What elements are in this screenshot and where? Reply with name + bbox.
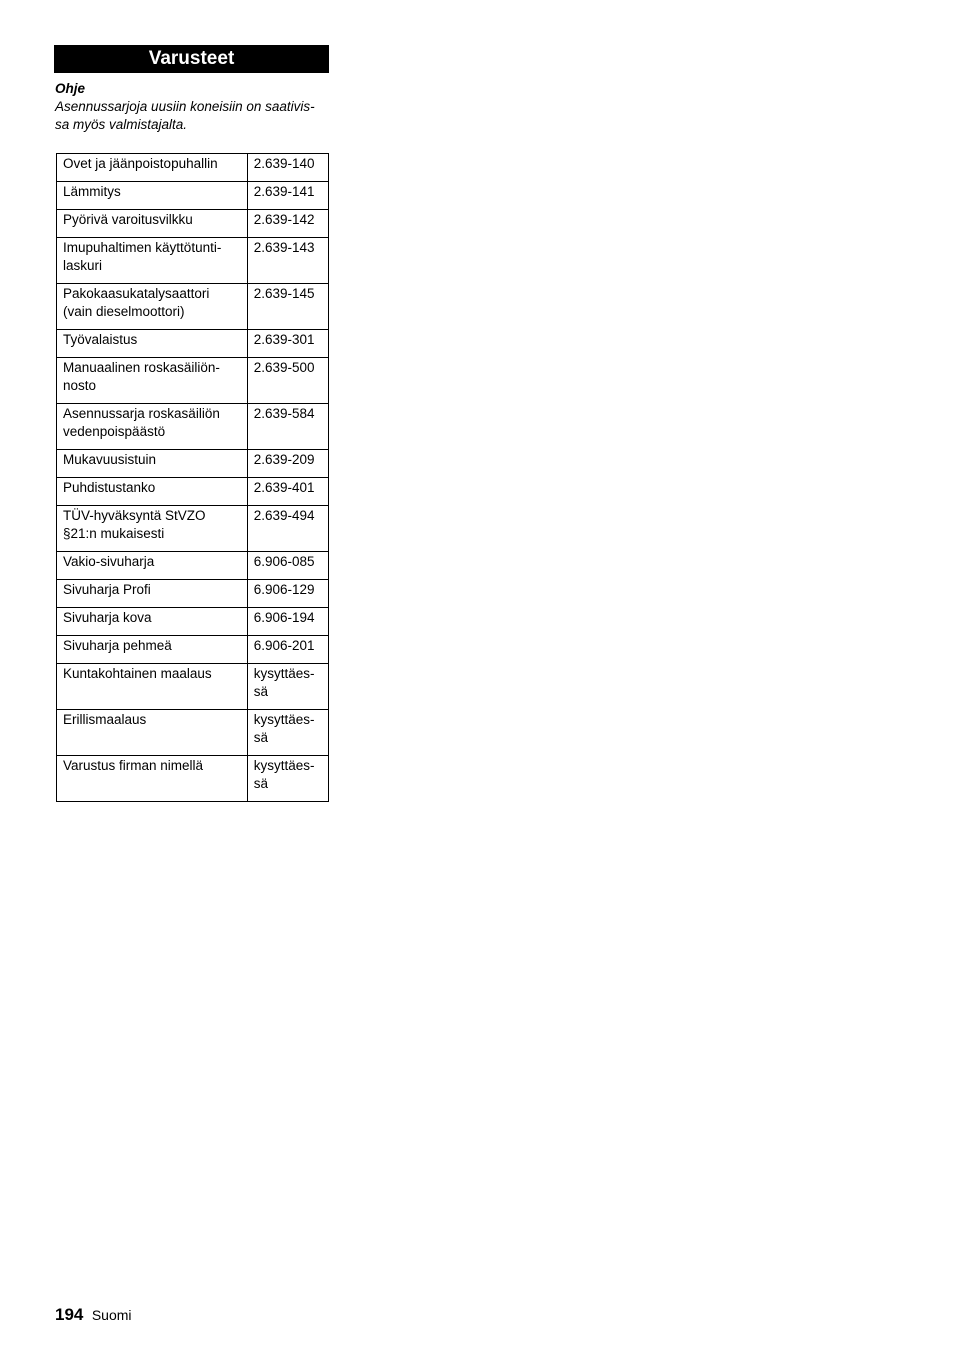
accessory-name-line: Lämmitys [63, 184, 121, 199]
accessory-code-line: 2.639-209 [253, 452, 315, 467]
accessory-name-line: Sivuharja kova [63, 610, 152, 625]
accessory-name-line: Työvalaistus [63, 332, 138, 347]
accessory-name-cell [57, 608, 248, 636]
accessory-code-line: kysyttäes- [253, 666, 315, 681]
accessory-name-cell [57, 154, 248, 182]
accessory-code-line: 2.639-140 [253, 156, 315, 171]
accessory-code-line: 2.639-142 [253, 212, 315, 227]
accessory-name-cell [57, 710, 248, 756]
accessory-name-line: Sivuharja pehmeä [63, 638, 172, 653]
accessory-code-line: kysyttäes- [253, 758, 315, 773]
accessory-code-line: 6.906-201 [253, 638, 315, 653]
accessory-name-line: Asennussarja roskasäiliön [63, 406, 220, 421]
accessory-code-line: 2.639-500 [253, 360, 315, 375]
accessories-table-body [57, 154, 329, 802]
accessory-name-cell [57, 404, 248, 450]
accessory-code-line: sä [253, 776, 268, 791]
accessory-code-cell [247, 238, 328, 284]
note-title: Ohje [55, 81, 86, 96]
accessory-name-cell [57, 284, 248, 330]
accessory-name-cell [57, 756, 248, 802]
table-row [57, 238, 329, 284]
accessory-name-line: Manuaalinen roskasäiliön- [63, 360, 220, 375]
accessory-code-line: kysyttäes- [253, 712, 315, 727]
accessory-code-cell [247, 664, 328, 710]
accessory-code-line: 2.639-401 [253, 480, 315, 495]
table-row [57, 404, 329, 450]
table-row [57, 608, 329, 636]
accessory-code-line: 2.639-494 [253, 508, 315, 523]
accessory-code-line: 6.906-129 [253, 582, 315, 597]
accessories-table [56, 153, 329, 802]
accessory-code-cell [247, 636, 328, 664]
accessory-name-line: §21:n mukaisesti [63, 526, 165, 541]
footer-language: Suomi [91, 1307, 132, 1323]
accessory-name-line: Varustus firman nimellä [63, 758, 204, 773]
accessory-name-line: vedenpoispäästö [63, 424, 166, 439]
accessory-name-line: Kuntakohtainen maalaus [63, 666, 212, 681]
accessory-code-cell [247, 580, 328, 608]
accessory-name-cell [57, 358, 248, 404]
accessory-name-cell [57, 210, 248, 238]
accessory-code-cell [247, 182, 328, 210]
accessory-code-line: 2.639-584 [253, 406, 315, 421]
accessory-code-line: 6.906-085 [253, 554, 315, 569]
accessory-name-cell [57, 664, 248, 710]
table-row [57, 450, 329, 478]
accessory-name-line: Puhdistustanko [63, 480, 156, 495]
accessory-code-line: 2.639-143 [253, 240, 315, 255]
accessory-name-line: Pyörivä varoitusvilkku [63, 212, 193, 227]
note-block [55, 80, 331, 134]
table-row [57, 154, 329, 182]
accessory-code-cell [247, 756, 328, 802]
note-text-line-1: Asennussarjoja uusiin koneisiin on saativis- [55, 99, 315, 114]
accessory-name-line: Vakio-sivuharja [63, 554, 155, 569]
accessory-code-cell [247, 710, 328, 756]
accessory-code-line: 2.639-145 [253, 286, 315, 301]
table-row [57, 210, 329, 238]
table-row [57, 330, 329, 358]
accessory-name-cell [57, 450, 248, 478]
accessory-name-cell [57, 182, 248, 210]
accessory-code-cell [247, 404, 328, 450]
accessory-code-cell [247, 506, 328, 552]
accessory-name-cell [57, 330, 248, 358]
accessory-name-line: TÜV-hyväksyntä StVZO [63, 508, 206, 523]
accessory-name-cell [57, 238, 248, 284]
table-row [57, 358, 329, 404]
accessory-name-line: Mukavuusistuin [63, 452, 157, 467]
table-row [57, 756, 329, 802]
section-title: Varusteet [54, 45, 329, 73]
accessory-name-cell [57, 506, 248, 552]
table-row [57, 506, 329, 552]
table-row [57, 552, 329, 580]
accessory-name-cell [57, 478, 248, 506]
accessory-name-line: Pakokaasukatalysaattori [63, 286, 210, 301]
accessory-name-line: (vain dieselmoottori) [63, 304, 185, 319]
accessory-name-line: Imupuhaltimen käyttötunti- [63, 240, 222, 255]
accessory-code-cell [247, 450, 328, 478]
accessory-name-cell [57, 636, 248, 664]
table-row [57, 580, 329, 608]
accessory-name-line: laskuri [63, 258, 103, 273]
note-text-line-2: sa myös valmistajalta. [55, 117, 188, 132]
accessory-name-line: Ovet ja jäänpoistopuhallin [63, 156, 218, 171]
accessory-name-cell [57, 552, 248, 580]
page-footer [55, 1305, 132, 1329]
page-number: 194 [55, 1305, 84, 1324]
accessory-code-line: 2.639-301 [253, 332, 315, 347]
accessory-code-cell [247, 552, 328, 580]
table-row [57, 710, 329, 756]
accessory-code-cell [247, 478, 328, 506]
accessory-code-line: sä [253, 730, 268, 745]
table-row [57, 478, 329, 506]
accessory-code-cell [247, 608, 328, 636]
accessory-code-cell [247, 284, 328, 330]
accessory-name-line: Sivuharja Profi [63, 582, 151, 597]
accessory-code-line: sä [253, 684, 268, 699]
accessory-name-cell [57, 580, 248, 608]
table-row [57, 284, 329, 330]
accessory-code-cell [247, 330, 328, 358]
accessory-code-cell [247, 154, 328, 182]
table-row [57, 636, 329, 664]
accessory-name-line: nosto [63, 378, 97, 393]
accessory-code-line: 2.639-141 [253, 184, 315, 199]
table-row [57, 664, 329, 710]
table-row [57, 182, 329, 210]
accessory-code-cell [247, 210, 328, 238]
accessory-code-cell [247, 358, 328, 404]
accessory-name-line: Erillismaalaus [63, 712, 147, 727]
accessory-code-line: 6.906-194 [253, 610, 315, 625]
